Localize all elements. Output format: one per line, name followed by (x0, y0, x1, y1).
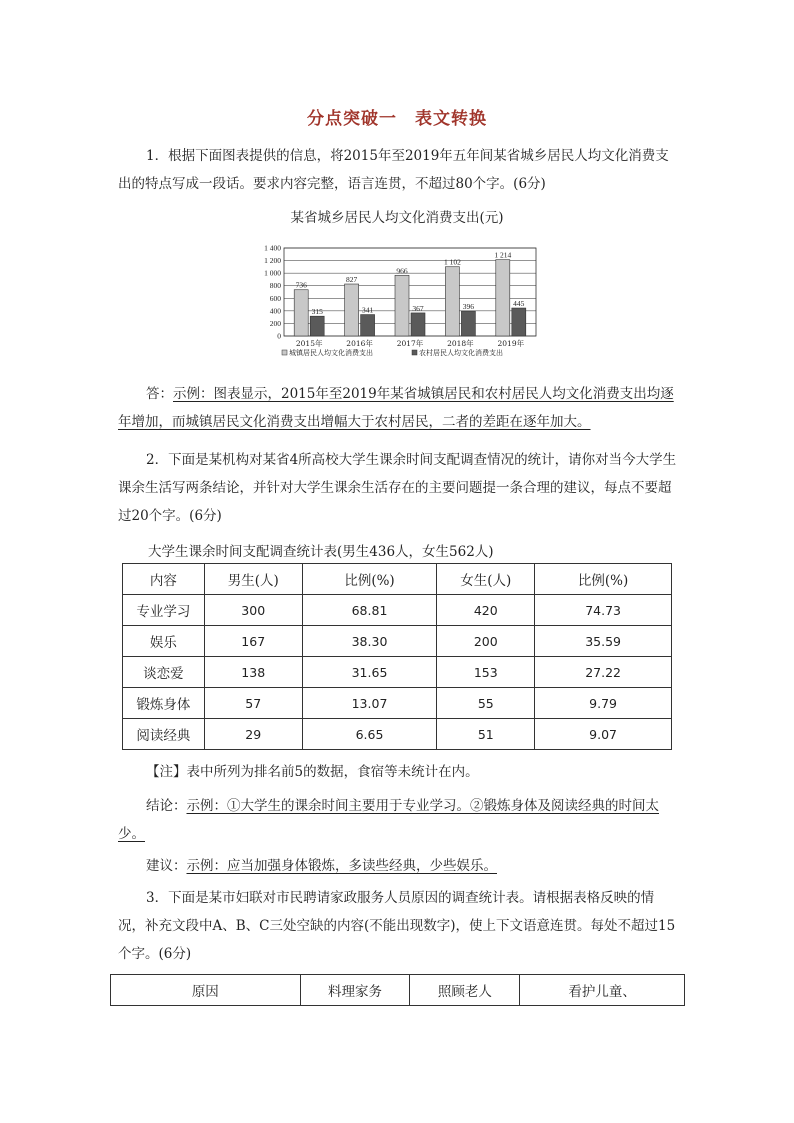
conclusion-text: 示例：①大学生的课余时间主要用于专业学习。②锻炼身体及阅读经典的时间太少。 (118, 798, 659, 842)
bar (445, 267, 459, 336)
answer-1-prefix: 答： (146, 386, 173, 402)
service-reasons-table (110, 974, 685, 1006)
table-cell: 13.07 (302, 688, 437, 719)
table-row (123, 626, 672, 657)
table-cell: 200 (437, 626, 535, 657)
table-cell: 娱乐 (123, 626, 205, 657)
table-header-cell: 内容 (123, 564, 205, 595)
y-tick-label: 400 (269, 306, 281, 316)
table-cell: 35.59 (535, 626, 672, 657)
x-tick-label: 2015年 (295, 339, 323, 348)
table-cell: 420 (437, 595, 535, 626)
table-header-cell: 女生(人) (437, 564, 535, 595)
table-row (123, 688, 672, 719)
table-caption: 大学生课余时间支配调查统计表(男生436人，女生562人) (148, 544, 494, 560)
table-header-cell: 原因 (111, 975, 301, 1006)
table-cell: 阅读经典 (123, 719, 205, 750)
y-tick-label: 1 200 (264, 256, 281, 266)
table-header-cell: 比例(%) (535, 564, 672, 595)
table-cell: 9.79 (535, 688, 672, 719)
bar (294, 290, 308, 336)
table-cell: 51 (437, 719, 535, 750)
question-3-text: 3．下面是某市妇联对市民聘请家政服务人员原因的调查统计表。请根据表格反映的情况，补充文段中A、B、C三处空缺的内容(不能出现数字)，使上下文语意连贯。每处不超过15个字。(6分) (118, 890, 676, 962)
table-row (123, 595, 672, 626)
table-header-row (123, 564, 672, 595)
data-label: 396 (462, 302, 475, 312)
conclusion (118, 792, 678, 848)
bar (310, 316, 324, 336)
table-header-cell: 比例(%) (302, 564, 437, 595)
table-cell: 专业学习 (123, 595, 205, 626)
bar (361, 315, 375, 336)
bar (395, 275, 409, 336)
table-cell: 38.30 (302, 626, 437, 657)
table-cell: 55 (437, 688, 535, 719)
legend-swatch (412, 350, 417, 355)
question-2-text: 2．下面是某机构对某省4所高校大学生课余时间支配调查情况的统计，请你对当今大学生课余生活写两条结论，并针对大学生课余生活存在的主要问题提一条合理的建议，每点不要超过20个字。(6分) (118, 452, 677, 524)
question-1-text: 1．根据下面图表提供的信息，将2015年至2019年五年间某省城乡居民人均文化消费支出的特点写成一段话。要求内容完整，语言连贯，不超过80个字。(6分) (118, 148, 669, 192)
bar (496, 260, 510, 336)
table-cell: 74.73 (535, 595, 672, 626)
data-label: 966 (396, 266, 408, 276)
suggestion (118, 852, 678, 880)
page-title: 分点突破一 表文转换 (307, 109, 487, 129)
answer-1-text: 示例：图表显示，2015年至2019年某省城镇居民和农村居民人均文化消费支出均逐年增加，而城镇居民文化消费支出增幅大于农村居民，二者的差距在逐年加大。 (118, 386, 674, 430)
survey-table (122, 563, 672, 750)
bar (411, 313, 425, 336)
data-label: 827 (345, 275, 358, 285)
y-tick-label: 1 000 (264, 268, 281, 278)
y-tick-label: 600 (269, 293, 281, 303)
x-tick-label: 2016年 (346, 339, 373, 348)
x-tick-label: 2017年 (396, 339, 424, 348)
x-tick-label: 2019年 (497, 339, 525, 348)
data-label: 367 (412, 303, 424, 313)
table-cell: 锻炼身体 (123, 688, 205, 719)
answer-1 (118, 380, 678, 436)
table-row (123, 719, 672, 750)
table-cell: 153 (437, 657, 535, 688)
y-tick-label: 800 (269, 281, 281, 291)
data-label: 1 214 (494, 250, 512, 260)
table-cell: 68.81 (302, 595, 437, 626)
table-cell: 300 (204, 595, 302, 626)
bar-chart (250, 240, 540, 362)
note-text: 表中所列为排名前5的数据，食宿等未统计在内。 (186, 764, 479, 780)
table-note (146, 758, 686, 786)
table-cell: 6.65 (302, 719, 437, 750)
table-cell: 167 (204, 626, 302, 657)
bar (512, 308, 526, 336)
table-header-cell: 照顾老人 (410, 975, 520, 1006)
data-label: 1 102 (443, 257, 461, 267)
table-row (123, 657, 672, 688)
y-tick-label: 1 400 (264, 243, 281, 253)
table-cell: 57 (204, 688, 302, 719)
y-tick-label: 200 (269, 318, 281, 328)
legend-label: 城镇居民人均文化消费支出 (289, 349, 373, 357)
suggestion-label: 建议： (146, 858, 187, 874)
table-header-cell: 料理家务 (300, 975, 410, 1006)
table-header-cell: 看护儿童、 (520, 975, 685, 1006)
x-tick-label: 2018年 (447, 339, 474, 348)
data-label: 341 (361, 305, 374, 315)
table-cell: 138 (204, 657, 302, 688)
table-header-row (111, 975, 685, 1006)
note-label: 【注】 (146, 764, 187, 780)
chart-title: 某省城乡居民人均文化消费支出(元) (290, 210, 504, 226)
y-tick-label: 0 (277, 331, 281, 341)
data-label: 315 (311, 307, 323, 317)
legend-label: 农村居民人均文化消费支出 (419, 349, 503, 357)
suggestion-text: 示例：应当加强身体锻炼，多读些经典，少些娱乐。 (186, 858, 497, 874)
data-label: 445 (513, 299, 525, 309)
bar (461, 311, 475, 336)
table-cell: 31.65 (302, 657, 437, 688)
legend-swatch (282, 350, 287, 355)
table-cell: 9.07 (535, 719, 672, 750)
table-cell: 29 (204, 719, 302, 750)
table-cell: 谈恋爱 (123, 657, 205, 688)
conclusion-label: 结论： (146, 798, 187, 814)
bar (345, 284, 359, 336)
table-header-cell: 男生(人) (204, 564, 302, 595)
table-cell: 27.22 (535, 657, 672, 688)
data-label: 736 (295, 280, 307, 290)
